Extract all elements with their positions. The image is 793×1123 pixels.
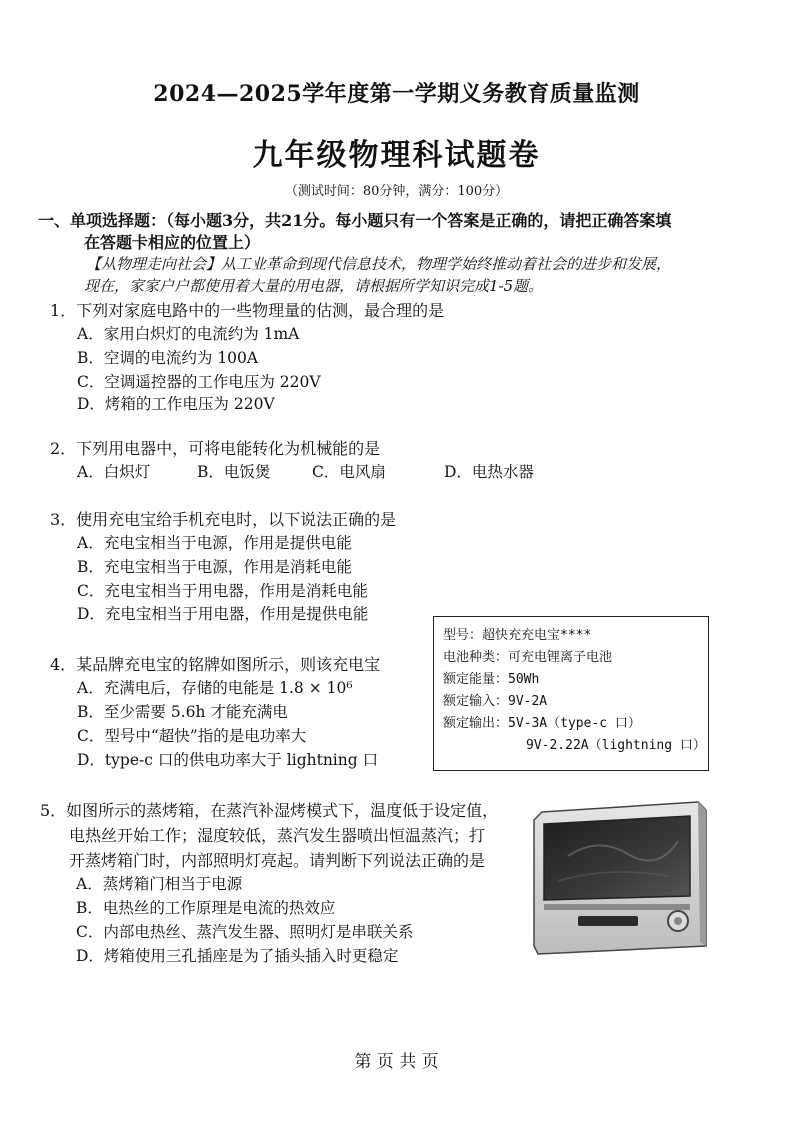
question-1-option-b: B．空调的电流约为 100A [77,349,259,367]
section1-intro-line2: 现在，家家户户都使用着大量的用电器，请根据所学知识完成1-5题。 [84,277,544,295]
question-5-stem-line1: 5．如图所示的蒸烤箱，在蒸汽补湿烤模式下，温度低于设定值， [40,801,499,820]
oven-display-panel [578,916,638,926]
power-bank-nameplate [433,616,709,771]
nameplate-rated-output: 额定输出：5V-3A（type-c 口） [443,716,641,731]
question-1-option-a: A．家用白炽灯的电流约为 1mA [77,325,300,343]
nameplate-battery-type: 电池种类：可充电锂离子电池 [443,650,613,665]
oven-door-handle [544,904,690,910]
question-4-option-c: C．型号中“超快”指的是电功率大 [77,727,307,745]
nameplate-rated-output-lightning: 9V-2.22A（lightning 口） [526,738,706,753]
question-3-option-c: C．充电宝相当于用电器，作用是消耗电能 [77,582,368,600]
question-2-option-b: B．电饭煲 [197,463,271,481]
question-4-option-b: B．至少需要 5.6h 才能充满电 [77,703,288,721]
oven-knob-center [674,917,682,925]
question-3-stem: 3．使用充电宝给手机充电时，以下说法正确的是 [50,510,397,529]
question-4-stem: 4．某品牌充电宝的铭牌如图所示，则该充电宝 [50,655,381,674]
question-2-option-a: A．白炽灯 [77,463,151,481]
page-footer: 第 页 共 页 [354,1052,439,1072]
question-2-stem: 2．下列用电器中，可将电能转化为机械能的是 [50,439,381,458]
question-1-option-c: C．空调遥控器的工作电压为 220V [77,373,321,391]
question-3-option-b: B．充电宝相当于电源，作用是消耗电能 [77,558,352,576]
question-2-option-c: C．电风扇 [312,463,386,481]
exam-header-title: 2024—2025学年度第一学期义务教育质量监测 [153,81,640,107]
section1-heading: 一、单项选择题：（每小题3分，共21分。每小题只有一个答案是正确的，请把正确答案填 [38,211,672,230]
question-5-option-a: A．蒸烤箱门相当于电源 [76,875,243,893]
question-1-stem: 1．下列对家庭电路中的一些物理量的估测，最合理的是 [50,301,445,320]
nameplate-model: 型号：超快充充电宝**** [443,628,592,643]
question-5-option-b: B．电热丝的工作原理是电流的热效应 [76,899,336,917]
question-4-option-a: A．充满电后，存储的电能是 1.8 × 10⁶ [77,679,353,697]
question-2-option-d: D．电热水器 [444,463,534,481]
steam-oven-image [528,796,713,961]
question-5-stem-line3: 开蒸烤箱门时，内部照明灯亮起。请判断下列说法正确的是 [69,851,486,870]
section1-intro-line1: 【从物理走向社会】从工业革命到现代信息技术，物理学始终推动着社会的进步和发展， [86,255,672,273]
section1-heading-cont: 在答题卡相应的位置上） [84,233,261,252]
oven-door-window [544,816,690,900]
question-3-option-a: A．充电宝相当于电源，作用是提供电能 [77,534,352,552]
nameplate-rated-energy: 额定能量：50Wh [443,672,540,687]
question-3-option-d: D．充电宝相当于用电器，作用是提供电能 [77,605,369,623]
question-4-option-d: D．type-c 口的供电功率大于 lightning 口 [77,751,379,769]
question-5-stem-line2: 电热丝开始工作；湿度较低，蒸汽发生器喷出恒温蒸汽；打 [69,826,486,845]
question-1-option-d: D．烤箱的工作电压为 220V [77,395,275,413]
exam-info: （测试时间：80分钟，满分：100分） [284,184,509,199]
exam-subject-title: 九年级物理科试题卷 [252,138,541,173]
question-5-option-d: D．烤箱使用三孔插座是为了插头插入时更稳定 [76,947,399,965]
nameplate-rated-input: 额定输入：9V-2A [443,694,548,709]
question-5-option-c: C．内部电热丝、蒸汽发生器、照明灯是串联关系 [76,923,414,941]
